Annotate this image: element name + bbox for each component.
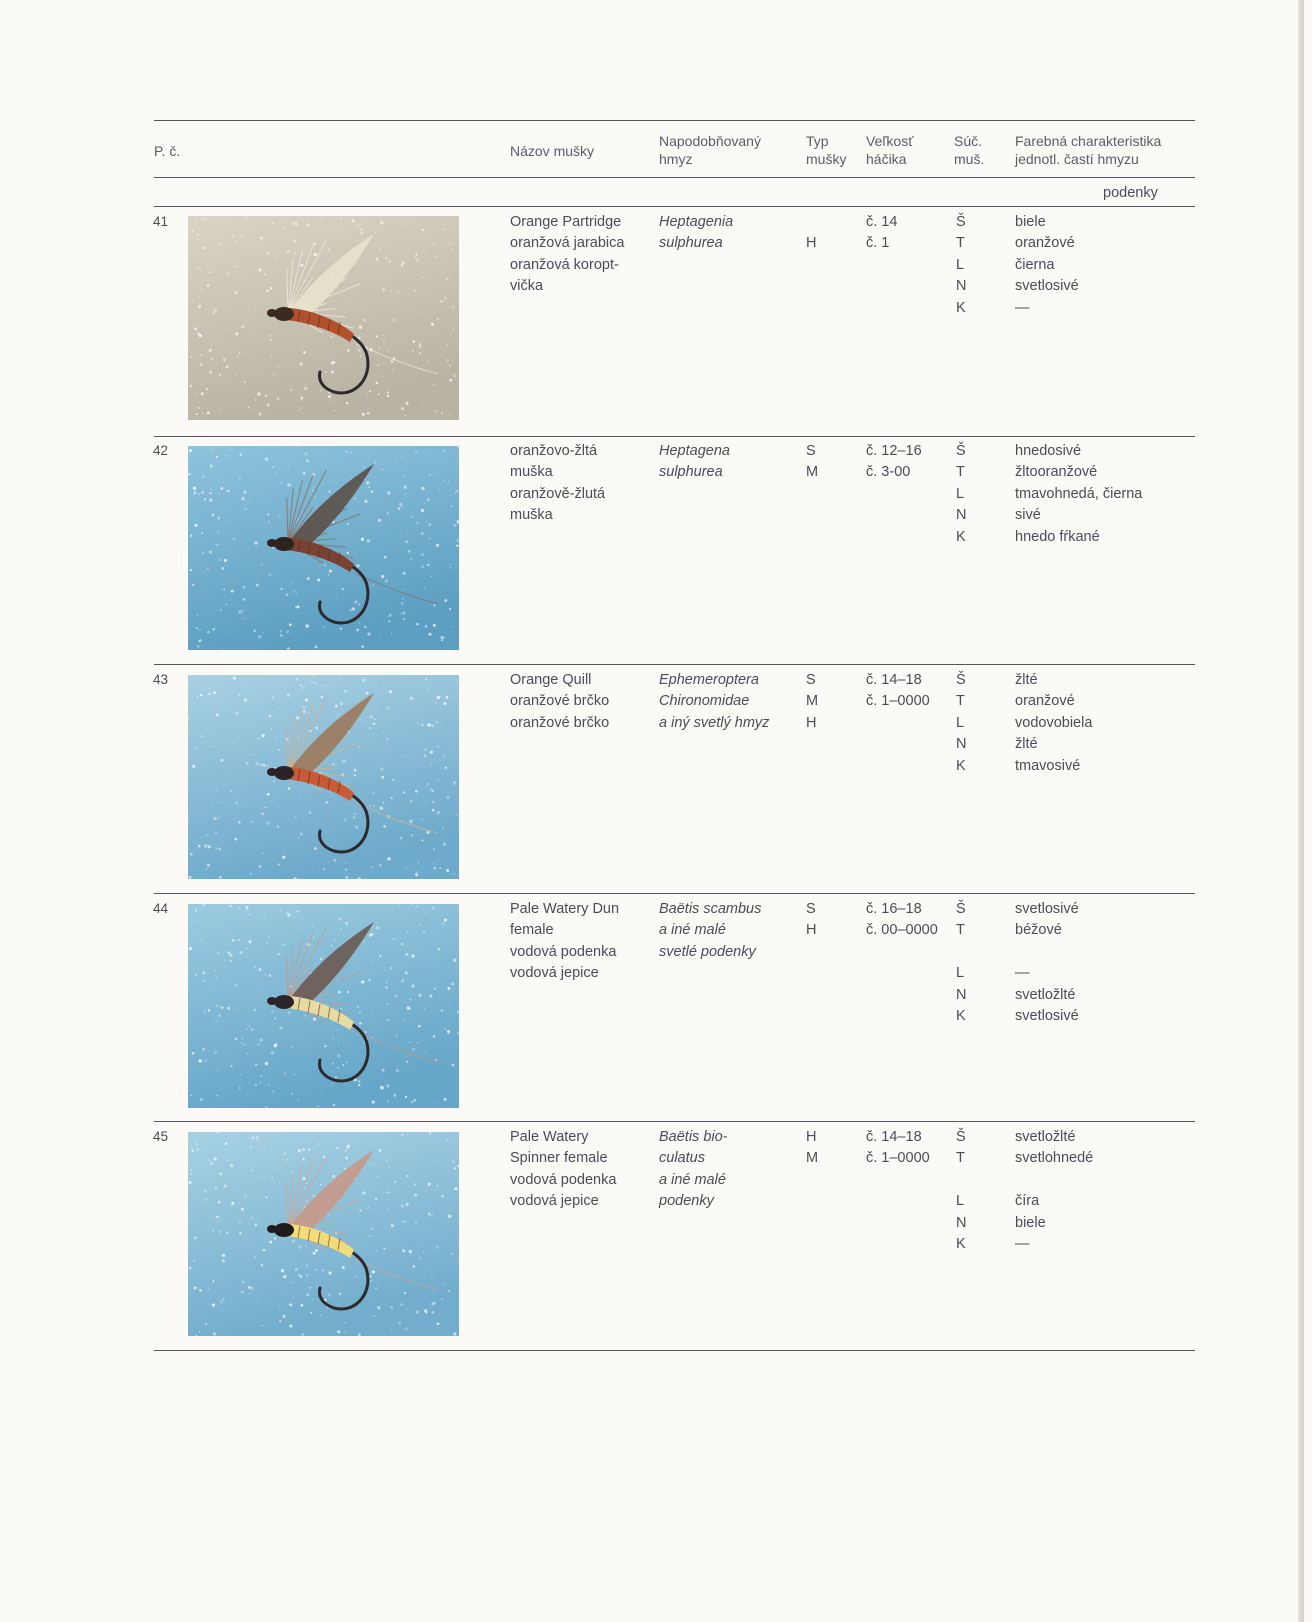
fly-parts: Š T L N K — [956, 1129, 967, 1253]
row-rule — [154, 664, 1195, 665]
hook-size: č. 14–18 č. 1–0000 — [866, 672, 930, 710]
section-label: podenky — [1103, 185, 1158, 201]
imitated-insect: Baëtis scambus a iné malé svetlé podenky — [659, 901, 762, 960]
fly-type: S H — [806, 901, 817, 939]
hook-size: č. 14 č. 1 — [866, 214, 898, 252]
fly-name: oranžovo-žltá muška oranžově-žlutá muška — [510, 443, 606, 524]
page-edge — [1298, 0, 1304, 1622]
hook-size: č. 14–18 č. 1–0000 — [866, 1129, 930, 1167]
fly-parts: Š T L N K — [956, 901, 967, 1025]
fly-type: H M — [806, 1129, 819, 1167]
header-col-name: Názov mušky — [510, 143, 595, 159]
header-bottom-rule — [154, 177, 1195, 178]
part-colors: svetložlté svetlohnedé číra biele — — [1015, 1129, 1094, 1253]
row-rule — [154, 893, 1195, 894]
fly-photo — [188, 216, 459, 420]
fly-photo — [188, 904, 459, 1108]
imitated-insect: Ephemeroptera Chironomidae a iný svetlý hmyz — [659, 672, 770, 731]
table-bottom-rule — [154, 1350, 1195, 1351]
hook-size: č. 16–18 č. 00–0000 — [866, 901, 938, 939]
fly-parts: Š T L N K — [956, 443, 967, 545]
header-col-no: P. č. — [154, 143, 181, 159]
row-number: 45 — [153, 1129, 169, 1144]
part-colors: hnedosivé žltooranžové tmavohnedá, čierna sivé hnedo fŕkané — [1015, 443, 1143, 545]
part-colors: svetlosivé béžové — svetložlté svetlosivé — [1015, 901, 1079, 1025]
header-col-insect: Napodobňovaný hmyz — [659, 133, 761, 167]
imitated-insect: Baëtis bio- culatus a iné malé podenky — [659, 1129, 728, 1210]
part-colors: biele oranžové čierna svetlosivé — — [1015, 214, 1079, 316]
part-colors: žlté oranžové vodovobiela žlté tmavosivé — [1015, 672, 1093, 774]
section-rule — [154, 206, 1195, 207]
fly-name: Pale Watery Spinner female vodová podenka vodová jepice — [510, 1129, 617, 1210]
imitated-insect: Heptagenia sulphurea — [659, 214, 734, 252]
fly-name: Orange Quill oranžové brčko oranžové brčko — [510, 672, 610, 731]
row-rule — [154, 1121, 1195, 1122]
fly-parts: Š T L N K — [956, 214, 967, 316]
row-rule — [154, 436, 1195, 437]
header-col-hook: Veľkosť háčika — [866, 133, 914, 167]
fly-parts: Š T L N K — [956, 672, 967, 774]
fly-photo — [188, 446, 459, 650]
fly-type: S M — [806, 443, 819, 481]
imitated-insect: Heptagena sulphurea — [659, 443, 730, 481]
header-col-color: Farebná charakteristika jednotl. častí hmyzu — [1015, 133, 1162, 167]
fly-type: H — [806, 235, 817, 252]
header-col-type: Typ mušky — [806, 133, 847, 167]
row-number: 44 — [153, 901, 169, 916]
row-number: 43 — [153, 672, 169, 687]
fly-type: S M H — [806, 672, 819, 731]
row-number: 42 — [153, 443, 169, 458]
hook-size: č. 12–16 č. 3-00 — [866, 443, 922, 481]
row-number: 41 — [153, 214, 169, 229]
header-col-parts: Súč. muš. — [954, 133, 985, 167]
fly-name: Orange Partridge oranžová jarabica oranžová koropt- vička — [510, 214, 625, 295]
fly-photo — [188, 675, 459, 879]
fly-name: Pale Watery Dun female vodová podenka vodová jepice — [510, 901, 620, 982]
table-top-rule — [154, 120, 1195, 121]
fly-photo — [188, 1132, 459, 1336]
